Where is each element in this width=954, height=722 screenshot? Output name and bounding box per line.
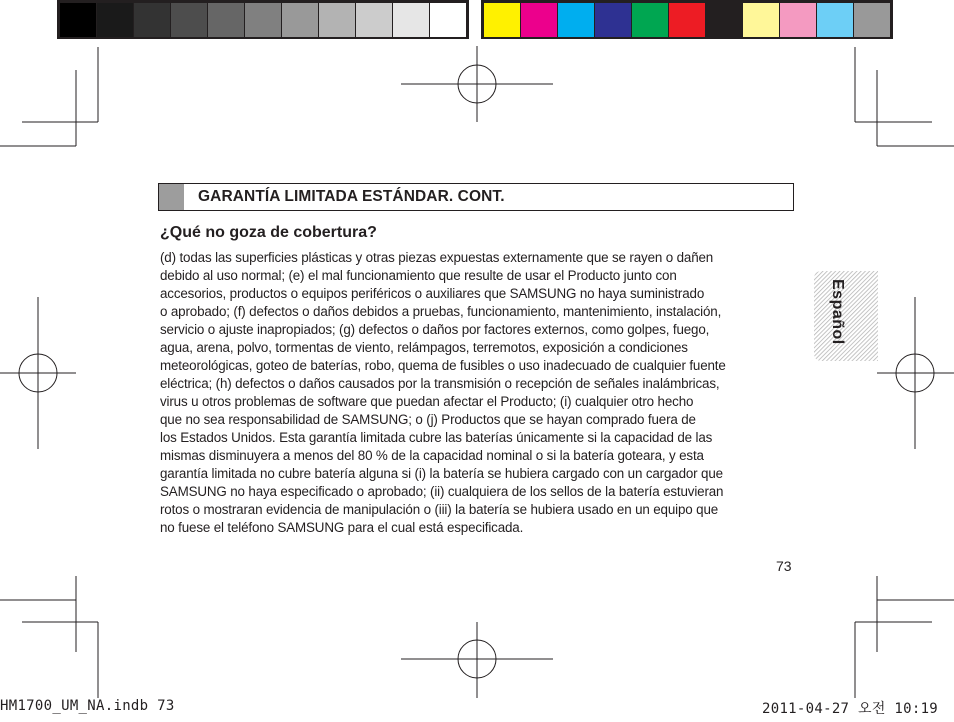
body-line: SAMSUNG no haya especificado o aprobado; (ii) cualquiera de los sellos de la batería estuvieran (160, 484, 724, 499)
body-line: eléctrica; (h) defectos o daños causados por la transmisión o recepción de señales inalámbricas, (160, 376, 720, 391)
footer-filename: HM1700_UM_NA.indb 73 (0, 698, 175, 714)
subheading: ¿Qué no goza de cobertura? (160, 224, 377, 241)
body-line: o aprobado; (f) defectos o daños debidos a pruebas, funcionamiento, mantenimiento, instalación, (160, 304, 722, 319)
language-side-tab (814, 271, 878, 361)
body-line: agua, arena, polvo, tormentas de viento, relámpagos, terremotos, exposición a condiciones (160, 340, 688, 355)
side-tab-label: Español (829, 279, 846, 345)
body-line: (d) todas las superficies plásticas y otras piezas expuestas externamente que se rayen o dañen (160, 250, 714, 265)
section-header-bar (158, 183, 794, 211)
section-header-block (159, 184, 184, 210)
body-paragraph (160, 249, 800, 537)
body-line: mismas disminuyera a menos del 80 % de la capacidad nominal o si la batería goteara, y esta (160, 448, 704, 463)
page-number: 73 (776, 558, 792, 574)
body-line: rotos o mostraran evidencia de manipulación o (iii) la batería se hubiera usado en un equipo que (160, 502, 719, 517)
body-line: no fuese el teléfono SAMSUNG para el cual está especificada. (160, 520, 524, 535)
body-line: los Estados Unidos. Esta garantía limitada cubre las baterías únicamente si la capacidad de las (160, 430, 713, 445)
body-line: virus u otros problemas de software que puedan afectar el Producto; (i) cualquier otro hecho (160, 394, 694, 409)
section-title: GARANTÍA LIMITADA ESTÁNDAR. CONT. (198, 188, 505, 205)
body-line: garantía limitada no cubre batería alguna si (i) la batería se hubiera cargado con un cargador que (160, 466, 723, 481)
footer-timestamp: 2011-04-27 오전 10:19 (762, 701, 939, 717)
body-line: que no sea responsabilidad de SAMSUNG; o (j) Productos que se hayan comprado fuera de (160, 412, 696, 427)
body-line: debido al uso normal; (e) el mal funcionamiento que resulte de usar el Producto junto con (160, 268, 677, 283)
body-line: servicio o ajuste inapropiados; (g) defectos o daños por factores externos, como golpes, fuego, (160, 322, 710, 337)
body-line: accesorios, productos o equipos periféricos o auxiliares que SAMSUNG no haya suministrado (160, 286, 705, 301)
body-line: meteorológicas, goteo de baterías, robo, quema de fusibles o uso inadecuado de cualquier fuente (160, 358, 726, 373)
